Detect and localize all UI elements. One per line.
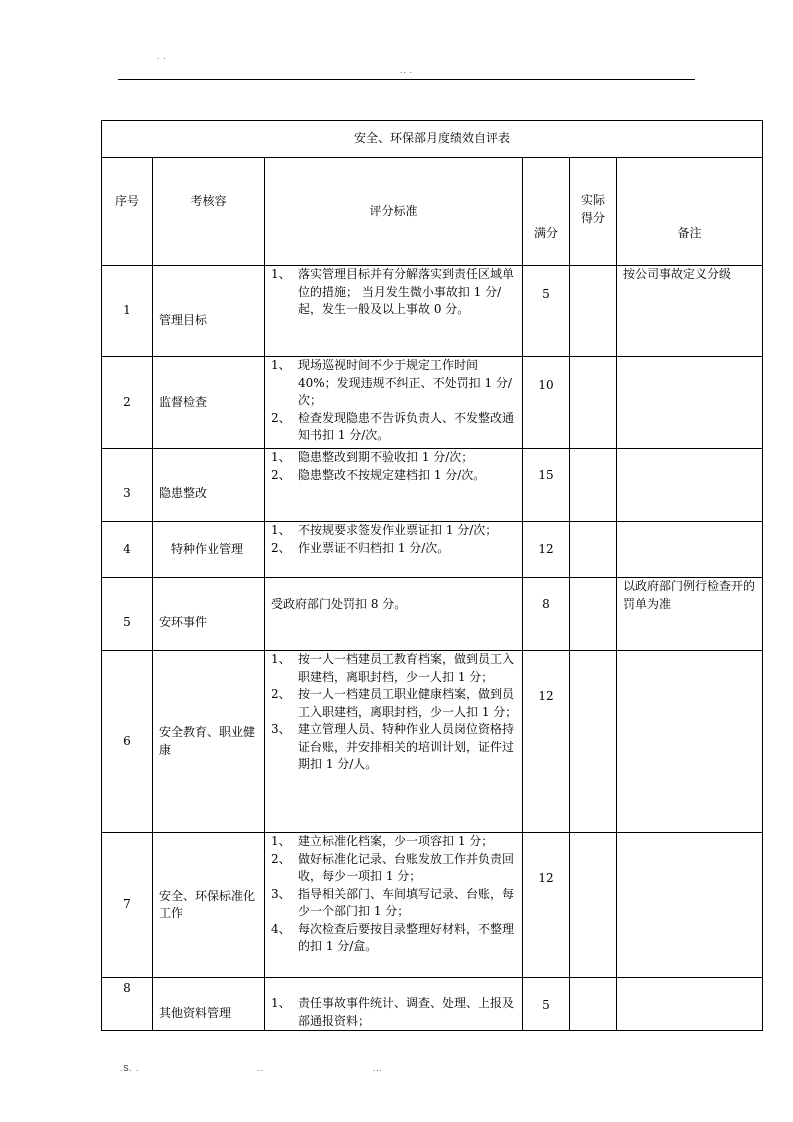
row-full-score: 8 [523, 578, 570, 651]
table-row [102, 357, 763, 449]
header-full-score: 满分 [523, 158, 570, 266]
row-remarks [617, 522, 763, 578]
criteria-line: 1、 不按规要求签发作业票证扣 1 分/次； [271, 523, 498, 537]
row-seq: 6 [102, 651, 153, 833]
footer-mark: ... [373, 1064, 383, 1073]
criteria-line: 2、 隐患整改不按规定建档扣 1 分/次。 [271, 467, 486, 482]
row-seq: 7 [102, 833, 153, 978]
criteria-line: 3、 指导相关部门、车间填写记录、台账，每少一个部门扣 1 分； [271, 886, 515, 918]
row-actual-score-input[interactable] [570, 651, 617, 833]
row-remarks: 按公司事故定义分级 [617, 266, 763, 357]
row-item: 管理目标 [153, 266, 265, 357]
footer-mark: .. [257, 1064, 264, 1073]
table-title: 安全、环保部月度绩效自评表 [102, 121, 763, 158]
row-item: 安全教育、职业健康 [153, 651, 265, 833]
table-row [102, 578, 763, 651]
table-row [102, 978, 763, 1031]
table-row [102, 522, 763, 578]
criteria-line: 2、 做好标准化记录、台账发放工作并负责回收，每少一项扣 1 分； [271, 851, 515, 883]
row-full-score: 5 [523, 266, 570, 357]
criteria-line: 2、 检查发现隐患不告诉负责人、不发整改通知书扣 1 分/次。 [271, 410, 515, 442]
row-actual-score-input[interactable] [570, 266, 617, 357]
row-item: 隐患整改 [153, 449, 265, 522]
row-seq: 3 [102, 449, 153, 522]
row-remarks [617, 357, 763, 449]
criteria-line: 2、 作业票证不归档扣 1 分/次。 [271, 540, 450, 555]
row-actual-score-input[interactable] [570, 522, 617, 578]
row-actual-score-input[interactable] [570, 578, 617, 651]
criteria-line: 3、 建立管理人员、特种作业人员岗位资格持证台账，并安排相关的培训计划，证件过期扣 1 分/人。 [271, 722, 515, 771]
header-item: 考核容 [153, 158, 265, 266]
row-remarks [617, 651, 763, 833]
row-item: 其他资料管理 [153, 978, 265, 1031]
row-criteria [265, 833, 523, 978]
row-criteria [265, 449, 523, 522]
header-remarks: 备注 [617, 158, 763, 266]
row-item: 安环事件 [153, 578, 265, 651]
row-actual-score-input[interactable] [570, 357, 617, 449]
row-actual-score-input[interactable] [570, 978, 617, 1031]
header-actual-score: 实际得分 [570, 158, 617, 266]
row-criteria [265, 522, 523, 578]
table-row [102, 651, 763, 833]
row-full-score: 10 [523, 357, 570, 449]
row-full-score: 12 [523, 522, 570, 578]
criteria-line: 2、 按一人一档建员工职业健康档案，做到员工入职建档，离职封档，少一人扣 1 分； [271, 687, 518, 719]
row-full-score: 15 [523, 449, 570, 522]
criteria-line: 1、 责任事故事件统计、调查、处理、上报及部通报资料； [271, 996, 515, 1028]
row-actual-score-input[interactable] [570, 833, 617, 978]
table-row [102, 833, 763, 978]
criteria-line: 1、 现场巡视时间不少于规定工作时间 40%；发现违规不纠正、不处罚扣 1 分/次； [271, 358, 512, 407]
row-criteria: 受政府部门处罚扣 8 分。 [265, 578, 523, 651]
header-rule [118, 79, 695, 80]
row-remarks: 以政府部门例行检查开的罚单为准 [617, 578, 763, 651]
criteria-line: 1、 落实管理目标并有分解落实到责任区域单位的措施； 当月发生微小事故扣 1 分/起，发生一般及以上事故 0 分。 [271, 267, 515, 316]
table-row [102, 449, 763, 522]
row-full-score: 12 [523, 833, 570, 978]
row-remarks [617, 833, 763, 978]
row-item: 监督检查 [153, 357, 265, 449]
row-item: 特种作业管理 [153, 522, 265, 578]
criteria-line: 1、 建立标准化档案，少一项容扣 1 分； [271, 834, 494, 848]
row-remarks [617, 449, 763, 522]
criteria-line: 1、 按一人一档建员工教育档案，做到员工入职建档，离职封档，少一人扣 1 分； [271, 652, 515, 684]
footer-mark: .S. . [120, 1064, 140, 1073]
row-seq: 5 [102, 578, 153, 651]
header-marks-center: .. . [400, 66, 413, 75]
header-row [102, 158, 763, 266]
row-actual-score-input[interactable] [570, 449, 617, 522]
row-item: 安全、环保标准化工作 [153, 833, 265, 978]
row-full-score: 12 [523, 651, 570, 833]
header-criteria: 评分标准 [265, 158, 523, 266]
header-marks-left: . . [157, 52, 167, 61]
row-criteria [265, 978, 523, 1031]
row-seq: 1 [102, 266, 153, 357]
row-seq: 8 [102, 978, 153, 1031]
row-criteria [265, 357, 523, 449]
row-criteria [265, 651, 523, 833]
criteria-line: 1、 隐患整改到期不验收扣 1 分/次； [271, 450, 474, 464]
table-row [102, 266, 763, 357]
row-seq: 4 [102, 522, 153, 578]
row-remarks [617, 978, 763, 1031]
criteria-line: 4、 每次检查后要按目录整理好材料，不整理的扣 1 分/盒。 [271, 921, 515, 953]
performance-self-evaluation-table [101, 120, 763, 1031]
row-full-score: 5 [523, 978, 570, 1031]
row-criteria [265, 266, 523, 357]
row-seq: 2 [102, 357, 153, 449]
header-seq: 序号 [102, 158, 153, 266]
